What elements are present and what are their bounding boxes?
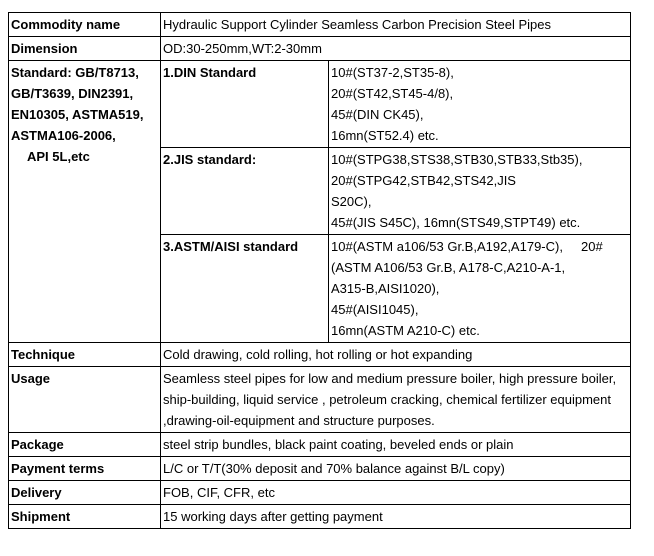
jis-standard-label: 2.JIS standard: (161, 148, 329, 235)
table-row (9, 13, 631, 37)
commodity-name-value: Hydraulic Support Cylinder Seamless Carbon Precision Steel Pipes (161, 13, 631, 37)
shipment-value: 15 working days after getting payment (161, 505, 631, 529)
grade-line: S20C), (331, 194, 372, 209)
table-row (9, 457, 631, 481)
standard-label-line: ASTMA106-2006, (11, 128, 116, 143)
table-row (9, 61, 631, 148)
payment-terms-label: Payment terms (9, 457, 161, 481)
grade-line: 45#(JIS S45C), 16mn(STS49,STPT49) etc. (331, 215, 581, 230)
delivery-value: FOB, CIF, CFR, etc (161, 481, 631, 505)
usage-label: Usage (9, 367, 161, 433)
package-value: steel strip bundles, black paint coating, beveled ends or plain (161, 433, 631, 457)
shipment-label: Shipment (9, 505, 161, 529)
table-row (9, 433, 631, 457)
grade-line: 45#(DIN CK45), (331, 107, 424, 122)
grade-line: 45#(AISI1045), (331, 302, 419, 317)
table-row (9, 505, 631, 529)
grade-line: 16mn(ASTM A210-C) etc. (331, 323, 480, 338)
grade-line: 10#(ST37-2,ST35-8), (331, 65, 454, 80)
astm-standard-grades (329, 235, 631, 343)
grade-line: (ASTM A106/53 Gr.B, A178-C,A210-A-1, (331, 260, 566, 275)
grade-line: 10#(ASTM a106/53 Gr.B,A192,A179-C), 20# (331, 239, 603, 254)
package-label: Package (9, 433, 161, 457)
table-row (9, 367, 631, 433)
din-standard-label: 1.DIN Standard (161, 61, 329, 148)
grade-line: 10#(STPG38,STS38,STB30,STB33,Stb35), (331, 152, 583, 167)
grade-line: 20#(STPG42,STB42,STS42,JIS (331, 173, 516, 188)
grade-line: 20#(ST42,ST45-4/8), (331, 86, 454, 101)
standard-label-line: Standard: GB/T8713, (11, 65, 139, 80)
table-row (9, 481, 631, 505)
standard-label (9, 61, 161, 343)
dimension-value: OD:30-250mm,WT:2-30mm (161, 37, 631, 61)
table-row (9, 37, 631, 61)
standard-label-line: API 5L,etc (27, 149, 90, 164)
technique-label: Technique (9, 343, 161, 367)
grade-line: 16mn(ST52.4) etc. (331, 128, 439, 143)
delivery-label: Delivery (9, 481, 161, 505)
product-spec-table (8, 12, 631, 529)
usage-value: Seamless steel pipes for low and medium pressure boiler, high pressure boiler, ship-building, liquid service , petroleum cracking, chemical fertilizer equipment ,drawing-oil-equipment and structure purposes. (161, 367, 631, 433)
technique-value: Cold drawing, cold rolling, hot rolling or hot expanding (161, 343, 631, 367)
commodity-name-label: Commodity name (9, 13, 161, 37)
standard-label-line: EN10305, ASTMA519, (11, 107, 144, 122)
standard-label-line: GB/T3639, DIN2391, (11, 86, 134, 101)
table-row (9, 343, 631, 367)
jis-standard-grades (329, 148, 631, 235)
dimension-label: Dimension (9, 37, 161, 61)
din-standard-grades (329, 61, 631, 148)
grade-line: A315-B,AISI1020), (331, 281, 440, 296)
payment-terms-value: L/C or T/T(30% deposit and 70% balance against B/L copy) (161, 457, 631, 481)
astm-standard-label: 3.ASTM/AISI standard (161, 235, 329, 343)
